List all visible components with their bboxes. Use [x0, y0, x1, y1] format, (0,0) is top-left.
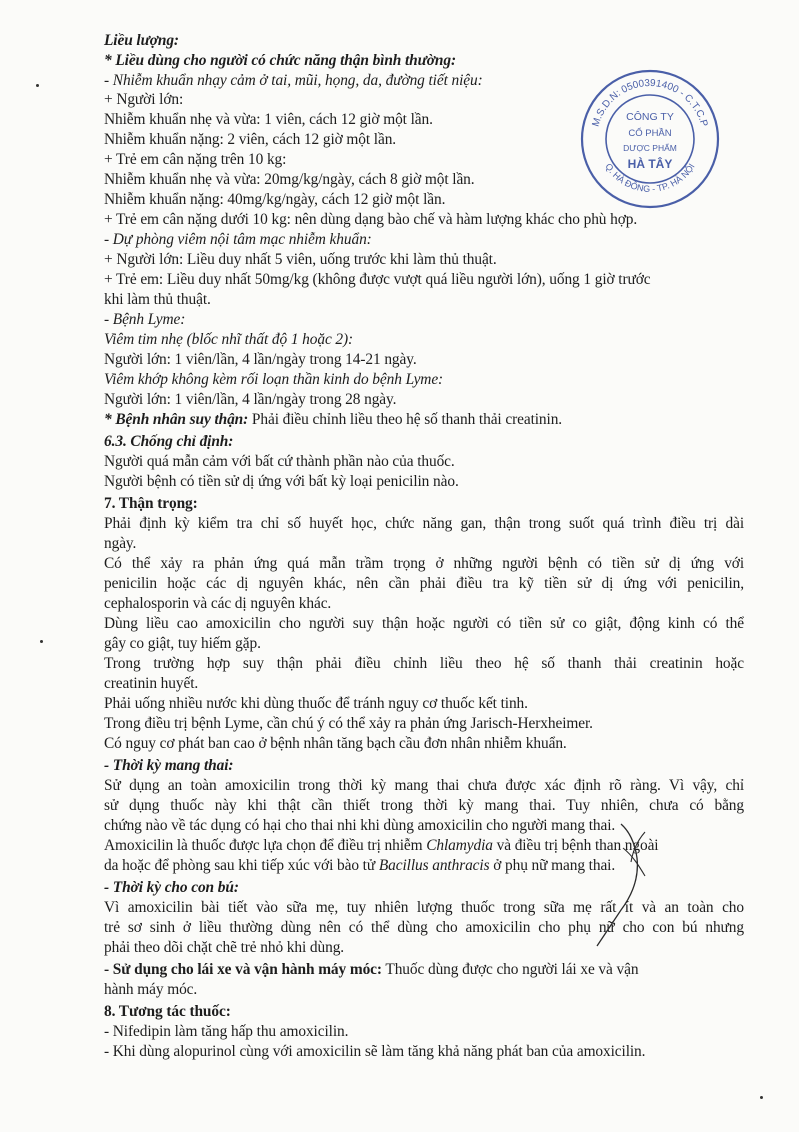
contraindication-2: Người bệnh có tiền sử dị ứng với bất kỳ loại penicilin nào. [104, 473, 459, 490]
stamp-bottom-text: Q. HÀ ĐÔNG - TP. HÀ NỘI [603, 161, 697, 194]
endocarditis-child-dose-cont: khi làm thủ thuật. [104, 291, 211, 308]
driving-label: - Sử dụng cho lái xe và vận hành máy móc: [104, 961, 382, 978]
dosage-heading: Liều lượng: [104, 32, 179, 49]
interaction-1: - Nifedipin làm tăng hấp thu amoxicilin. [104, 1023, 349, 1040]
normal-renal-heading: * Liều dùng cho người có chức năng thận bình thường: [104, 52, 457, 69]
stamp-line-1: CÔNG TY [626, 111, 674, 123]
endocarditis-subheading: - Dự phòng viêm nội tâm mạc nhiễm khuẩn: [104, 231, 372, 248]
precaution-1-cont: ngày. [104, 535, 137, 552]
precaution-3: Dùng liều cao amoxicilin cho người suy thận hoặc người có tiền sử co giật, động kinh có thể [104, 615, 744, 632]
child-severe-dose: Nhiễm khuẩn nặng: 40mg/kg/ngày, cách 12 giờ một lần. [104, 191, 446, 208]
adult-severe-dose: Nhiễm khuẩn nặng: 2 viên, cách 12 giờ một lần. [104, 131, 397, 148]
precaution-1: Phải định kỳ kiểm tra chỉ số huyết học, chức năng gan, thận trong suốt quá trình điều trị dài [104, 515, 744, 532]
pregnancy-text-1: Sử dụng an toàn amoxicilin trong thời kỳ mang thai chưa được xác định rõ ràng. Vì vậy, chỉ [104, 777, 744, 794]
precaution-3-cont: gây co giật, tuy hiếm gặp. [104, 635, 261, 652]
lyme-arthritis-dose: Người lớn: 1 viên/lần, 4 lần/ngày trong 28 ngày. [104, 391, 397, 408]
child-under-10kg-note: + Trẻ em cân nặng dưới 10 kg: nên dùng dạng bào chế và hàm lượng khác cho phù hợp. [104, 211, 638, 228]
precaution-4: Trong trường hợp suy thận phải điều chỉnh liều theo hệ số thanh thải creatinin hoặc [104, 655, 744, 672]
renal-impairment-text: Phải điều chỉnh liều theo hệ số thanh thải creatinin. [248, 411, 563, 428]
precaution-4-cont: creatinin huyết. [104, 675, 199, 692]
stamp-line-3: DƯỢC PHẨM [623, 143, 677, 153]
pregnancy-text-5a: da hoặc để phòng sau khi tiếp xúc với bào tử [104, 857, 379, 874]
interaction-2: - Khi dùng alopurinol cùng với amoxicilin sẽ làm tăng khả năng phát ban của amoxicilin. [104, 1043, 646, 1060]
child-mild-dose: Nhiễm khuẩn nhẹ và vừa: 20mg/kg/ngày, cách 8 giờ một lần. [104, 171, 475, 188]
endocarditis-child-dose: + Trẻ em: Liều duy nhất 50mg/kg (không được vượt quá liều người lớn), uống 1 giờ trước [104, 271, 651, 288]
precaution-5: Phải uống nhiều nước khi dùng thuốc để tránh nguy cơ thuốc kết tinh. [104, 695, 528, 712]
lyme-arthritis-label: Viêm khớp không kèm rối loạn thần kinh do bệnh Lyme: [104, 371, 444, 388]
infection-subheading: - Nhiễm khuẩn nhạy cảm ở tai, mũi, họng, da, đường tiết niệu: [104, 72, 483, 89]
pregnancy-text-4c: và điều trị bệnh than ngoài [492, 837, 659, 854]
lyme-carditis-label: Viêm tim nhẹ (blốc nhĩ thất độ 1 hoặc 2): [104, 331, 354, 348]
precaution-2: Có thể xảy ra phản ứng quá mẫn trầm trọng ở những người bệnh có tiền sử dị ứng với [104, 555, 744, 572]
pregnancy-text-2: sử dụng thuốc này khi thật cần thiết trong thời kỳ mang thai. Tuy nhiên, chưa có bằng [104, 797, 744, 814]
adult-mild-dose: Nhiễm khuẩn nhẹ và vừa: 1 viên, cách 12 giờ một lần. [104, 111, 433, 128]
pregnancy-text-3: chứng nào về tác dụng có hại cho thai nhi khi dùng amoxicilin cho người mang thai. [104, 817, 616, 834]
renal-impairment-label: * Bệnh nhân suy thận: [104, 411, 249, 428]
precaution-2-end: cephalosporin và các dị nguyên khác. [104, 595, 332, 612]
bacillus-term: Bacillus anthracis [378, 857, 490, 874]
pregnancy-text-4a: Amoxicilin là thuốc được lựa chọn để điều trị nhiễm [104, 837, 427, 854]
child-over-10kg-label: + Trẻ em cân nặng trên 10 kg: [104, 151, 287, 168]
breastfeeding-text-1: Vì amoxicilin bài tiết vào sữa mẹ, tuy nhiên lượng thuốc trong sữa mẹ rất ít và an toàn cho [104, 899, 744, 916]
handwritten-signature [575, 810, 665, 950]
precaution-2-cont: penicilin hoặc các dị nguyên khác, nên cần phải điều tra kỹ tiền sử dị ứng với penicilin, [104, 575, 744, 592]
stamp-ring-text: M.S.D.N: 0500391400 - C.T.C.P [590, 77, 710, 129]
adult-label: + Người lớn: [104, 91, 184, 108]
breastfeeding-text-3: phải theo dõi chặt chẽ trẻ nhỏ khi dùng. [104, 939, 345, 956]
endocarditis-adult-dose: + Người lớn: Liều duy nhất 5 viên, uống trước khi làm thủ thuật. [104, 251, 497, 268]
scan-speck [760, 1096, 763, 1099]
stamp-line-2: CỔ PHẦN [628, 128, 672, 139]
lyme-subheading: - Bệnh Lyme: [104, 311, 186, 328]
interactions-heading: 8. Tương tác thuốc: [104, 1003, 231, 1020]
driving-line [104, 960, 744, 979]
pregnancy-heading: - Thời kỳ mang thai: [104, 757, 234, 774]
scan-speck [36, 84, 39, 87]
precaution-7: Có nguy cơ phát ban cao ở bệnh nhân tăng bạch cầu đơn nhân nhiễm khuẩn. [104, 735, 567, 752]
scan-speck [40, 640, 43, 643]
stamp-line-4: HÀ TÂY [627, 157, 673, 171]
breastfeeding-heading: - Thời kỳ cho con bú: [104, 879, 239, 896]
company-stamp [575, 64, 725, 214]
pregnancy-text-5c: ở phụ nữ mang thai. [489, 857, 616, 874]
renal-impairment-line [104, 410, 744, 429]
driving-text: Thuốc dùng được cho người lái xe và vận [381, 961, 639, 978]
contraindications-heading: 6.3. Chống chỉ định: [104, 433, 234, 450]
precautions-heading: 7. Thận trọng: [104, 495, 198, 512]
driving-text-cont: hành máy móc. [104, 981, 198, 998]
precaution-6: Trong điều trị bệnh Lyme, cần chú ý có thể xảy ra phản ứng Jarisch-Herxheimer. [104, 715, 593, 732]
lyme-carditis-dose: Người lớn: 1 viên/lần, 4 lần/ngày trong 14-21 ngày. [104, 351, 417, 368]
breastfeeding-text-2: trẻ sơ sinh ở liều thường dùng nên có thể dùng cho amoxicilin cho phụ nữ cho con bú nhưng [104, 919, 744, 936]
chlamydia-term: Chlamydia [426, 837, 493, 854]
contraindication-1: Người quá mẫn cảm với bất cứ thành phần nào của thuốc. [104, 453, 455, 470]
